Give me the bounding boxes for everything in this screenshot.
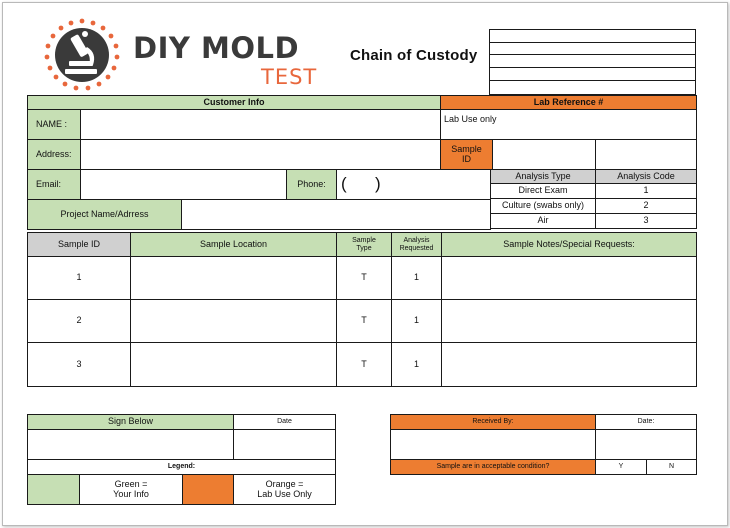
project-label: Project Name/Adrress (27, 199, 182, 230)
analysis-code-cell: 2 (595, 198, 697, 214)
analysis-type-cell: Air (490, 213, 596, 229)
logo-brand-subtext: TEST (261, 65, 318, 89)
sample-id-lab-label: Sample ID (440, 139, 493, 170)
sign-date-label: Date (233, 414, 336, 430)
email-field[interactable] (80, 169, 287, 200)
table-row-analysis: 1 (391, 256, 442, 300)
project-field[interactable] (181, 199, 491, 230)
email-label: Email: (27, 169, 81, 200)
customer-info-heading: Customer Info (27, 95, 441, 110)
analysis-code-header: Analysis Code (595, 169, 697, 184)
analysis-code-cell: 3 (595, 213, 697, 229)
legend-label: Legend: (27, 459, 336, 475)
phone-label: Phone: (286, 169, 337, 200)
table-row-sample-id: 3 (27, 342, 131, 387)
analysis-type-cell: Culture (swabs only) (490, 198, 596, 214)
address-label: Address: (27, 139, 81, 170)
analysis-type-cell: Direct Exam (490, 183, 596, 199)
green-legend-text: Green = Your Info (79, 474, 183, 505)
table-row-sample-type: T (336, 342, 392, 387)
table-row-sample-type: T (336, 299, 392, 343)
analysis-code-cell: 1 (595, 183, 697, 199)
condition-label: Sample are in acceptable condition? (390, 459, 596, 475)
orange-legend-text: Orange = Lab Use Only (233, 474, 336, 505)
signature-field[interactable] (27, 429, 234, 460)
table-row-location[interactable] (130, 342, 337, 387)
lab-use-only-box: Lab Use only (440, 109, 697, 140)
table-row-notes[interactable] (441, 342, 697, 387)
table-row-location[interactable] (130, 256, 337, 300)
name-label: NAME : (27, 109, 81, 140)
table-row-location[interactable] (130, 299, 337, 343)
logo (39, 17, 339, 93)
microscope-logo-icon (39, 17, 125, 93)
sign-below-label: Sign Below (27, 414, 234, 430)
analysis-type-header: Analysis Type (490, 169, 596, 184)
sign-date-field[interactable] (233, 429, 336, 460)
analysis-requested-header: Analysis Requested (391, 232, 442, 257)
lab-reference-heading: Lab Reference # (440, 95, 697, 110)
table-row-sample-type: T (336, 256, 392, 300)
address-field[interactable] (80, 139, 441, 170)
chain-of-custody-form (2, 2, 728, 526)
green-legend-swatch (27, 474, 80, 505)
logo-brand-text: DIY MOLD (133, 31, 300, 65)
table-row-analysis: 1 (391, 299, 442, 343)
name-field[interactable] (80, 109, 441, 140)
table-row-analysis: 1 (391, 342, 442, 387)
received-by-label: Received By: (390, 414, 596, 430)
table-row-notes[interactable] (441, 299, 697, 343)
sample-id-header: Sample ID (27, 232, 131, 257)
phone-field[interactable]: ( ) (336, 169, 491, 200)
table-row-sample-id: 1 (27, 256, 131, 300)
received-date-field[interactable] (595, 429, 697, 460)
received-by-field[interactable] (390, 429, 596, 460)
orange-legend-swatch (182, 474, 234, 505)
table-row-sample-id: 2 (27, 299, 131, 343)
sample-location-header: Sample Location (130, 232, 337, 257)
page-title: Chain of Custody (350, 47, 478, 64)
lab-sample-id-field-2[interactable] (595, 139, 697, 170)
office-use-box (489, 29, 696, 95)
condition-no[interactable]: N (646, 459, 697, 475)
sample-type-header: Sample Type (336, 232, 392, 257)
condition-yes[interactable]: Y (595, 459, 647, 475)
table-row-notes[interactable] (441, 256, 697, 300)
received-date-label: Date: (595, 414, 697, 430)
sample-notes-header: Sample Notes/Special Requests: (441, 232, 697, 257)
lab-sample-id-field[interactable] (492, 139, 596, 170)
